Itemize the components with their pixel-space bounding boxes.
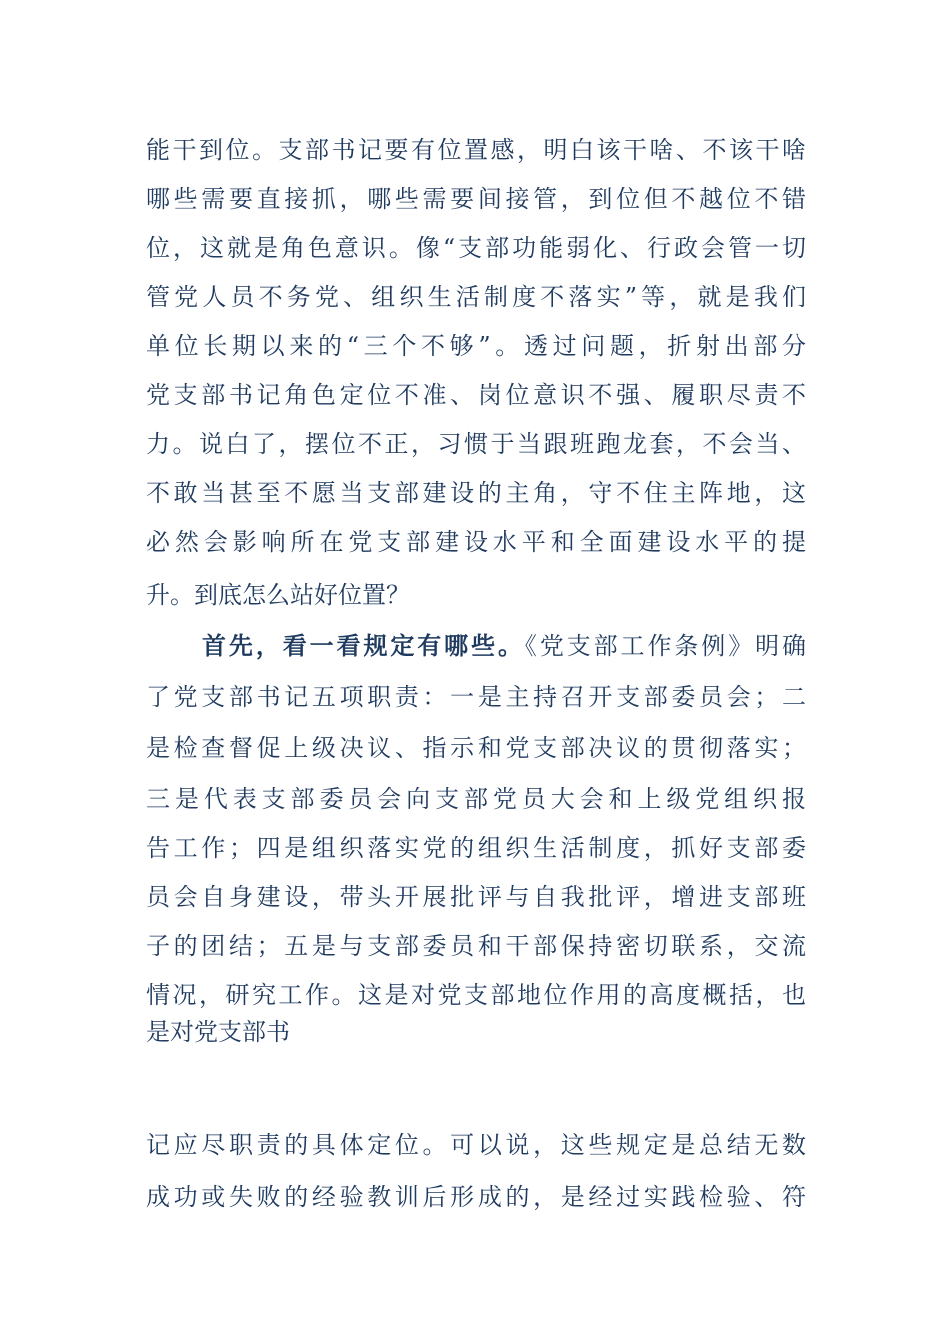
paragraph-two-lead-rest: 《党支部工作条例》明确	[524, 632, 806, 660]
paragraph-two-line-2: 了党支部书记五项职责：一是主持召开支部委员会；二	[146, 683, 806, 711]
paragraph-two-lead-bold: 首先，看一看规定有哪些。	[202, 631, 525, 660]
paragraph-two-line-3: 是检查督促上级决议、指示和党支部决议的贯彻落实；	[146, 734, 806, 762]
paragraph-one-line-2: 哪些需要直接抓，哪些需要间接管，到位但不越位不错	[146, 185, 806, 213]
paragraph-one-line-3: 位，这就是角色意识。像“支部功能弱化、行政会管一切	[146, 234, 806, 262]
paragraph-two-line-8: 情况，研究工作。这是对党支部地位作用的高度概括，也	[146, 981, 806, 1009]
paragraph-two-line-5: 告工作；四是组织落实党的组织生活制度，抓好支部委	[146, 834, 806, 862]
paragraph-one-line-5: 单位长期以来的“三个不够”。透过问题，折射出部分	[146, 332, 806, 360]
paragraph-three-line-1: 记应尽职责的具体定位。可以说，这些规定是总结无数	[146, 1131, 806, 1159]
paragraph-one-line-9: 必然会影响所在党支部建设水平和全面建设水平的提	[146, 528, 806, 556]
paragraph-one-line-10: 升。到底怎么站好位置？	[146, 581, 410, 609]
paragraph-two-line-6: 员会自身建设，带头开展批评与自我批评，增进支部班	[146, 883, 806, 911]
paragraph-one-line-4: 管党人员不务党、组织生活制度不落实”等，就是我们	[146, 283, 806, 311]
paragraph-three-line-2: 成功或失败的经验教训后形成的，是经过实践检验、符	[146, 1183, 806, 1211]
paragraph-two-line-4: 三是代表支部委员会向支部党员大会和上级党组织报	[146, 785, 806, 813]
paragraph-one-line-8: 不敢当甚至不愿当支部建设的主角，守不住主阵地，这	[146, 479, 806, 507]
paragraph-two-line-7: 子的团结；五是与支部委员和干部保持密切联系，交流	[146, 932, 806, 960]
paragraph-two-line-9: 是对党支部书	[146, 1018, 290, 1046]
paragraph-one-line-6: 党支部书记角色定位不准、岗位意识不强、履职尽责不	[146, 381, 806, 409]
paragraph-two-first-line	[202, 626, 806, 666]
paragraph-one-line-7: 力。说白了，摆位不正，习惯于当跟班跑龙套，不会当、	[146, 430, 806, 458]
paragraph-one-line-1: 能干到位。支部书记要有位置感，明白该干啥、不该干啥	[146, 136, 806, 164]
